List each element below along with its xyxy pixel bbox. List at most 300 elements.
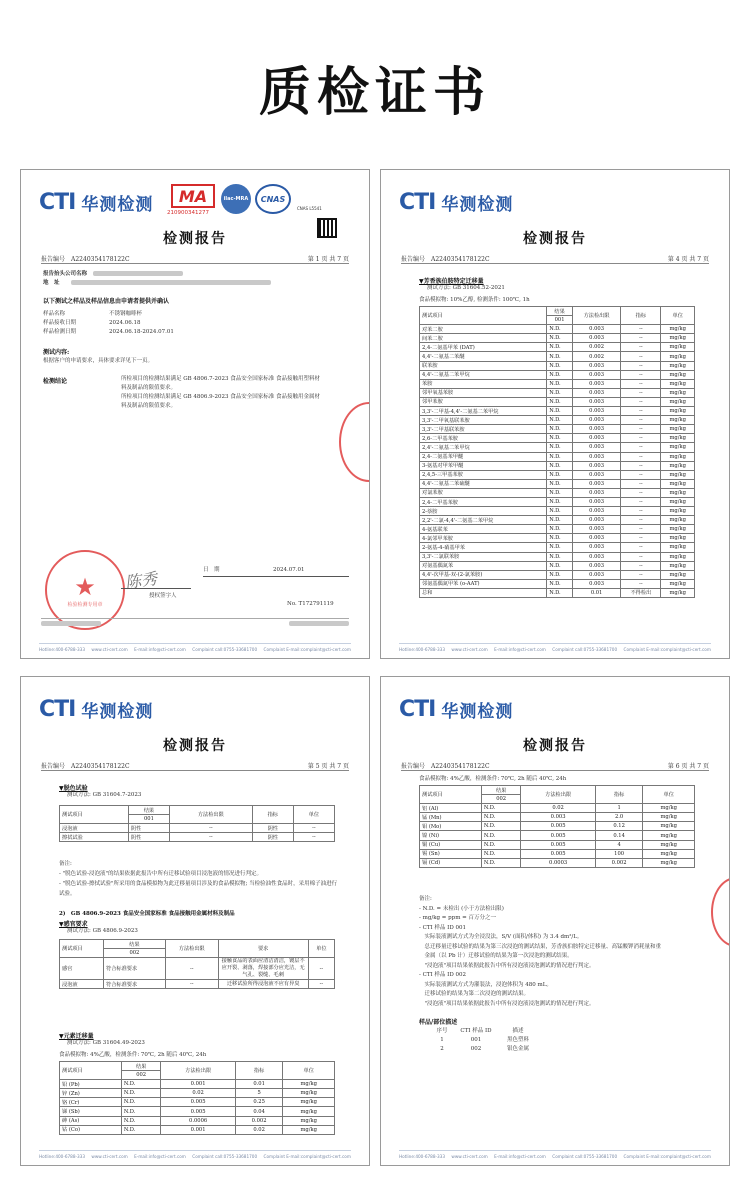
table-header-cell: 结果 <box>128 806 169 815</box>
table-cell: N.D. <box>481 849 521 858</box>
table-header-cell: 测试项目 <box>60 806 129 824</box>
table-cell: 0.005 <box>521 840 595 849</box>
table-cell: N.D. <box>121 1080 161 1089</box>
table-cell: 3,3'-二甲基联苯胺 <box>420 425 547 434</box>
cti-logo-text: CTI <box>39 189 76 215</box>
table-cell: 4-氯邻甲苯胺 <box>420 534 547 543</box>
table-cell: -- <box>621 407 661 416</box>
table-cell: 2.0 <box>595 813 643 822</box>
table-cell: 对氨基偶氮苯 <box>420 561 547 570</box>
report-page-6 <box>380 676 730 1166</box>
table-header-cell: 单位 <box>661 307 695 325</box>
table-cell: 0.005 <box>161 1107 235 1116</box>
table-cell: 0.003 <box>572 416 620 425</box>
results-table <box>419 785 695 868</box>
table-cell: 3-氨基对甲苯甲醚 <box>420 461 547 470</box>
table-cell: 符合标准要求 <box>104 958 166 980</box>
sample-desc-table <box>425 1027 545 1054</box>
cma-number: 210900341277 <box>167 210 209 216</box>
table-row <box>420 579 695 588</box>
table-row <box>420 434 695 443</box>
table-header-cell: 结果 <box>104 940 166 949</box>
table-cell: mg/kg <box>283 1116 335 1125</box>
table-cell: -- <box>621 561 661 570</box>
table-cell: 铜 (Cu) <box>420 840 482 849</box>
table-row <box>420 461 695 470</box>
note-line: - CTI 样品 ID 001 <box>419 924 466 931</box>
table-cell: 0.003 <box>572 497 620 506</box>
table-row <box>420 470 695 479</box>
notes-block: 备注: - N.D. = 未检出 (小于方法检出限) - mg/kg = ppm = 百万分之一 - CTI 样品 ID 001 实际装液测试方式为全浸没法，S/V (面积/体积) 为 3.4 dm²/L。 总迁移量迁移试验的结果为第三次浸泡的测试结果，芳香族伯胺特定迁移量、高锰酸钾消耗量和重 金属（以 Pb 计）迁移试验的结果为第一次浸泡的测试结果。 "浸泡液"项目结果依据此报告中所有浸泡液浸泡测试的情况进行判定。 - CTI 样品 ID 002 实际装液测试方式为灌装法，浸泡体积为 480 mL。 迁移试验的结果为第二次浸泡的测试结果。 "浸泡液"项目结果依据此报告中所有浸泡液浸泡测试的情况进行判定。 <box>419 895 705 1009</box>
cti-logo <box>399 190 513 214</box>
table-cell: 0.003 <box>521 813 595 822</box>
table-cell: mg/kg <box>643 849 695 858</box>
table-cell: -- <box>621 361 661 370</box>
table-cell: 0.003 <box>572 361 620 370</box>
table-cell: N.D. <box>547 516 573 525</box>
cma-logo: MA <box>171 184 215 208</box>
conclusion-label: 检测结论 <box>43 378 68 385</box>
table-cell: 0.003 <box>572 570 620 579</box>
table-cell: 4-氨基联苯 <box>420 525 547 534</box>
table-cell: N.D. <box>547 570 573 579</box>
signer-title: 授权签字人 <box>149 593 177 599</box>
table-cell: N.D. <box>547 425 573 434</box>
sample-info: 样品名称 不锈钢咖啡杯 样品接收日期 2024.06.18 样品检测日期 2024.06.18-2024.07.01 <box>43 311 174 335</box>
table-row <box>420 561 695 570</box>
table-cell: N.D. <box>547 443 573 452</box>
table-cell: -- <box>621 507 661 516</box>
decolor-method: 测试方法: GB 31604.7-2023 <box>67 792 142 798</box>
note-line: - mg/kg = ppm = 百万分之一 <box>419 915 497 921</box>
table-row <box>420 831 695 840</box>
table-cell: 接触食品的表面应清洁清洁，镀层不应开裂、剥落，焊接部分应光洁，无气孔、裂缝、毛刺 <box>218 958 308 980</box>
table-cell: N.D. <box>547 397 573 406</box>
seal-star-icon: ★ <box>74 572 96 601</box>
table-cell: 0.003 <box>572 334 620 343</box>
table-cell: -- <box>293 824 334 833</box>
table-cell: N.D. <box>547 470 573 479</box>
table-cell: 邻甲氧基苯胺 <box>420 388 547 397</box>
table-row <box>420 543 695 552</box>
table-cell: 不得检出 <box>621 588 661 597</box>
table-cell: mg/kg <box>661 543 695 552</box>
table-row <box>420 507 695 516</box>
table-cell: 邻氨基偶氮甲苯 (o-AAT) <box>420 579 547 588</box>
table-cell: mg/kg <box>643 804 695 813</box>
table-cell: 0.003 <box>572 525 620 534</box>
table-cell: 4,4'-二氨基二苯甲烷 <box>420 370 547 379</box>
table-cell: -- <box>621 552 661 561</box>
table-header-cell: 单位 <box>293 806 334 824</box>
table-cell: N.D. <box>547 488 573 497</box>
sample-id-cell: 001 <box>128 815 169 824</box>
table-cell: 对氯苯胺 <box>420 488 547 497</box>
table-cell: -- <box>621 397 661 406</box>
table-cell: 4,4'-二氨基二苯醚 <box>420 352 547 361</box>
table-cell: 3,3'-二甲基-4,4'-二氨基二苯甲烷 <box>420 407 547 416</box>
table-cell: 锰 (Mn) <box>420 813 482 822</box>
element-table <box>59 1061 335 1135</box>
table-cell: N.D. <box>121 1116 161 1125</box>
table-cell: mg/kg <box>661 561 695 570</box>
table-cell: mg/kg <box>661 434 695 443</box>
table-cell: 钼 (Mo) <box>420 822 482 831</box>
table-header-cell: 要求 <box>218 940 308 958</box>
table-cell: 0.005 <box>521 849 595 858</box>
table-row <box>420 552 695 561</box>
table-cell: mg/kg <box>661 534 695 543</box>
table-cell: 3,3'-二氯联苯胺 <box>420 552 547 561</box>
table-row <box>420 822 695 831</box>
sample-cell: 银色金属 <box>506 1046 529 1052</box>
table-cell: 联苯胺 <box>420 361 547 370</box>
table-cell: 阴性 <box>252 824 293 833</box>
table-cell: N.D. <box>547 379 573 388</box>
table-row <box>420 361 695 370</box>
note-line: 迁移试验的结果为第二次浸泡的测试结果。 <box>419 991 530 997</box>
table-cell: 0.003 <box>572 488 620 497</box>
table-cell: 4,4'-二氨基二苯硫醚 <box>420 479 547 488</box>
element-title: ▼元素迁移量 <box>59 1033 94 1040</box>
table-cell: 2,4,5-三甲基苯胺 <box>420 470 547 479</box>
table-cell: 2,4'-二氨基二苯甲烷 <box>420 443 547 452</box>
table-cell: 0.005 <box>521 831 595 840</box>
table-cell: mg/kg <box>283 1098 335 1107</box>
note-line: 实际装液测试方式为全浸没法，S/V (面积/体积) 为 3.4 dm²/L。 <box>419 934 583 940</box>
table-cell: N.D. <box>547 388 573 397</box>
sample-cell: 002 <box>470 1046 482 1052</box>
table-row <box>420 516 695 525</box>
table-cell: N.D. <box>547 452 573 461</box>
cti-logo-text: CTI <box>39 696 76 722</box>
table-cell: N.D. <box>547 434 573 443</box>
table-cell: 感官 <box>60 958 104 980</box>
table-cell: mg/kg <box>661 388 695 397</box>
report-title: 检测报告 <box>523 738 587 754</box>
table-cell: N.D. <box>481 858 521 867</box>
table-cell: mg/kg <box>661 361 695 370</box>
date-label: 日 期 <box>203 567 220 573</box>
cnas-logo: CNAS <box>255 184 291 214</box>
cti-logo <box>399 697 513 721</box>
table-cell: N.D. <box>547 552 573 561</box>
table-cell: -- <box>621 579 661 588</box>
table-cell: 迁移试验所得浸泡液不应有异臭 <box>218 980 308 989</box>
table-cell: 锑 (Sb) <box>60 1107 122 1116</box>
table-cell: -- <box>621 525 661 534</box>
table-cell: mg/kg <box>661 461 695 470</box>
table-cell: 0.003 <box>572 561 620 570</box>
table-cell: mg/kg <box>661 334 695 343</box>
table-cell: 2-萘胺 <box>420 507 547 516</box>
table-cell: 阴性 <box>128 824 169 833</box>
table-header-cell: 测试项目 <box>420 786 482 804</box>
table-row <box>60 1125 335 1134</box>
table-cell: N.D. <box>547 588 573 597</box>
table-cell: mg/kg <box>661 397 695 406</box>
cti-logo-cn: 华测检测 <box>441 194 514 215</box>
table-cell: 0.002 <box>572 343 620 352</box>
report-date: 2024.07.01 <box>273 567 305 573</box>
cti-logo-cn: 华测检测 <box>81 701 154 722</box>
results-table <box>419 306 695 598</box>
date-underline <box>203 576 349 577</box>
table-row <box>420 858 695 867</box>
table-cell: 浸泡液 <box>60 824 129 833</box>
table-cell: 0.003 <box>572 516 620 525</box>
side-stamp <box>711 877 730 947</box>
table-cell: 邻甲苯胺 <box>420 397 547 406</box>
table-cell: N.D. <box>547 507 573 516</box>
table-row <box>420 849 695 858</box>
table-cell: N.D. <box>547 370 573 379</box>
table-cell: 100 <box>595 849 643 858</box>
cti-logo-text: CTI <box>399 189 436 215</box>
table-cell: 4 <box>595 840 643 849</box>
ilac-mra-logo: ilac-MRA <box>221 184 251 214</box>
table-cell: mg/kg <box>283 1080 335 1089</box>
table-row <box>60 1116 335 1125</box>
table-cell: 0.003 <box>572 407 620 416</box>
table-header-cell: 结果 <box>121 1062 161 1071</box>
table-cell: -- <box>621 352 661 361</box>
report-page-4 <box>380 169 730 659</box>
table-cell: 2,4-二甲基苯胺 <box>420 497 547 506</box>
sample-cell: 序号 <box>436 1028 448 1034</box>
table-header-cell: 方法检出限 <box>165 940 218 958</box>
table-cell: N.D. <box>121 1089 161 1098</box>
cti-logo-text: CTI <box>399 696 436 722</box>
table-cell: N.D. <box>547 407 573 416</box>
table-cell: 锌 (Zn) <box>60 1089 122 1098</box>
table-cell: -- <box>621 334 661 343</box>
table-row <box>60 1098 335 1107</box>
table-header-cell: 单位 <box>283 1062 335 1080</box>
table-cell: 0.001 <box>161 1080 235 1089</box>
sample-cell: 2 <box>440 1046 444 1052</box>
table-cell: -- <box>308 980 334 989</box>
table-cell: -- <box>621 479 661 488</box>
table-row <box>420 397 695 406</box>
table-cell: 0.25 <box>235 1098 283 1107</box>
table-cell: N.D. <box>547 343 573 352</box>
table-row <box>60 1089 335 1098</box>
table-cell: N.D. <box>547 479 573 488</box>
table-cell: -- <box>621 379 661 388</box>
table-cell: mg/kg <box>661 570 695 579</box>
page-footer: Hotline:400-6788-333 www.cti-cert.com E-mail:info@cti-cert.com Complaint call:0755-33681700 Complaint E-mail:complaint@cti-cert.com <box>399 1150 711 1159</box>
table-cell: N.D. <box>547 325 573 334</box>
table-cell: N.D. <box>547 579 573 588</box>
table-cell: -- <box>621 388 661 397</box>
table-cell: 总和 <box>420 588 547 597</box>
table-cell: mg/kg <box>661 488 695 497</box>
table-cell: 0.14 <box>595 831 643 840</box>
table-cell: N.D. <box>547 461 573 470</box>
table-cell: 0.0003 <box>521 858 595 867</box>
table-cell: 5 <box>235 1089 283 1098</box>
table-cell: 0.12 <box>595 822 643 831</box>
table-header-cell: 测试项目 <box>420 307 547 325</box>
table-row <box>420 334 695 343</box>
table-cell: 0.003 <box>572 434 620 443</box>
table-row <box>420 804 695 813</box>
page-footer: Hotline:400-6788-333 www.cti-cert.com E-mail:info@cti-cert.com Complaint call:0755-33681700 Complaint E-mail:complaint@cti-cert.com <box>399 643 711 652</box>
note-line: - N.D. = 未检出 (小于方法检出限) <box>419 905 504 912</box>
table-cell: -- <box>621 452 661 461</box>
table-cell: mg/kg <box>643 831 695 840</box>
cti-logo-cn: 华测检测 <box>441 701 514 722</box>
report-page-5 <box>20 676 370 1166</box>
table-header-cell: 测试项目 <box>60 940 104 958</box>
report-meta: 报告编号 A2240354178122C 第 6 页 共 7 页 <box>401 763 709 770</box>
table-cell: 阴性 <box>252 833 293 842</box>
table-row <box>420 534 695 543</box>
table-header-cell: 方法检出限 <box>161 1062 235 1080</box>
table-cell: 0.01 <box>235 1080 283 1089</box>
table-cell: 钴 (Co) <box>60 1125 122 1134</box>
table-cell: mg/kg <box>661 352 695 361</box>
note-line: 总迁移量迁移试验的结果为第三次浸泡的测试结果，芳香族伯胺特定迁移量、高锰酸钾消耗量和重 <box>419 943 662 950</box>
table-cell: 0.02 <box>521 804 595 813</box>
table-cell: 0.003 <box>572 461 620 470</box>
table-row <box>420 416 695 425</box>
table-cell: 0.003 <box>572 325 620 334</box>
table-cell: 0.003 <box>572 452 620 461</box>
table-cell: 0.003 <box>572 543 620 552</box>
table-row <box>60 980 335 989</box>
table-header-cell: 测试项目 <box>60 1062 122 1080</box>
table-cell: mg/kg <box>661 525 695 534</box>
table-cell: -- <box>621 534 661 543</box>
page-title: 质检证书 <box>258 63 491 123</box>
table-cell: mg/kg <box>283 1107 335 1116</box>
table-cell: 间苯二胺 <box>420 334 547 343</box>
table-cell: 0.003 <box>572 370 620 379</box>
table-header-cell: 方法检出限 <box>169 806 252 824</box>
table-cell: N.D. <box>481 822 521 831</box>
table-cell: mg/kg <box>661 416 695 425</box>
signature: 陈秀 <box>123 568 159 593</box>
table-cell: N.D. <box>481 840 521 849</box>
table-row <box>420 343 695 352</box>
table-cell: mg/kg <box>661 425 695 434</box>
section-title: ▼芳香族伯胺特定迁移量 <box>419 278 484 285</box>
sensory-title: ▼感官要求 <box>59 921 88 928</box>
table-row <box>420 452 695 461</box>
table-cell: N.D. <box>547 334 573 343</box>
table-cell: mg/kg <box>661 407 695 416</box>
table-header-cell: 指标 <box>621 307 661 325</box>
table-header-cell: 方法检出限 <box>572 307 620 325</box>
table-cell: 0.003 <box>572 507 620 516</box>
table-cell: 1 <box>595 804 643 813</box>
report-page-1 <box>20 169 370 659</box>
table-cell: -- <box>308 958 334 980</box>
table-cell: -- <box>621 470 661 479</box>
table-cell: N.D. <box>547 543 573 552</box>
note-line: 金属（以 Pb 计）迁移试验的结果为第一次浸泡的测试结果。 <box>419 953 573 959</box>
table-cell: N.D. <box>547 561 573 570</box>
report-title: 检测报告 <box>163 738 227 754</box>
note-line: 实际装液测试方式为灌装法，浸泡体积为 480 mL。 <box>419 981 552 988</box>
decolor-notes: 备注: - "脱色试验-浸泡液"的结果依据此报告中所有迁移试验项目浸泡液的情况进行判定。 - "脱色试验-擦拭试验"所采用的食品模拟物为此迁移量项目涉及的食品模拟物; 当检验油性食品时，采用棉子油进行试验。 <box>59 861 338 897</box>
signature-underline <box>121 588 191 589</box>
table-cell: mg/kg <box>643 840 695 849</box>
table-cell: N.D. <box>481 831 521 840</box>
table-cell: -- <box>621 325 661 334</box>
table-cell: 0.005 <box>521 822 595 831</box>
address-blurred <box>41 618 349 626</box>
table-cell: -- <box>621 443 661 452</box>
table-cell: -- <box>621 343 661 352</box>
table-cell: -- <box>169 833 252 842</box>
table-cell: -- <box>621 461 661 470</box>
table-row <box>420 325 695 334</box>
note-head: 以下测试之样品及样品信息由申请者提供并确认 <box>43 298 170 305</box>
table-row <box>420 379 695 388</box>
serial-number: No. T172791119 <box>287 601 334 607</box>
sample-id-cell: 002 <box>104 949 166 958</box>
table-cell: 阴性 <box>128 833 169 842</box>
table-cell: mg/kg <box>661 579 695 588</box>
table-cell: -- <box>621 570 661 579</box>
table-row <box>420 840 695 849</box>
table-row <box>420 497 695 506</box>
table-row <box>420 443 695 452</box>
table-cell: -- <box>169 824 252 833</box>
test-condition: 食品模拟物: 10%乙醇, 检测条件: 100℃, 1h <box>419 297 530 303</box>
table-cell: 0.02 <box>235 1125 283 1134</box>
sample-cell: 001 <box>470 1037 482 1043</box>
table-cell: N.D. <box>481 813 521 822</box>
conclusion-text: 所检项目的检测结果满足 GB 4806.7-2023 食品安全国家标准 食品接触用塑料材料及制品的限值要求。 所检项目的检测结果满足 GB 4806.9-2023 食品安全国家标准 食品接触用金属材料及制品的限值要求。 <box>121 376 321 409</box>
table-cell: N.D. <box>547 352 573 361</box>
table-cell: mg/kg <box>661 370 695 379</box>
table-row <box>420 488 695 497</box>
table-row <box>60 833 335 842</box>
table-header-cell: 结果 <box>481 786 521 795</box>
table-row <box>420 479 695 488</box>
sample-cell: 1 <box>440 1037 444 1043</box>
table-cell: mg/kg <box>661 470 695 479</box>
sample-id-cell: 001 <box>547 316 573 325</box>
table-cell: -- <box>621 488 661 497</box>
side-stamp <box>339 402 370 482</box>
table-cell: N.D. <box>121 1107 161 1116</box>
table-cell: 0.01 <box>572 588 620 597</box>
section-title-decolor: ▼脱色试验 <box>59 785 88 792</box>
table-cell: mg/kg <box>661 552 695 561</box>
table-row <box>420 570 695 579</box>
table-row <box>60 1080 335 1089</box>
cti-logo <box>39 697 153 721</box>
table-cell: 0.003 <box>572 388 620 397</box>
cnas-number: CNAS L5541 <box>297 206 322 211</box>
table-cell: 镍 (Ni) <box>420 831 482 840</box>
sample-row <box>425 1027 545 1036</box>
table-cell: 铝 (Al) <box>420 804 482 813</box>
table-cell: 0.003 <box>572 379 620 388</box>
table-cell: 0.002 <box>235 1116 283 1125</box>
table-cell: 苯胺 <box>420 379 547 388</box>
table-cell: mg/kg <box>661 588 695 597</box>
table-cell: N.D. <box>481 804 521 813</box>
test-request: 测试内容: 根据客户的申请要求，具体要求详见下一页。 <box>43 349 154 364</box>
report-meta: 报告编号 A2240354178122C 第 5 页 共 7 页 <box>41 763 349 770</box>
table-header-cell: 单位 <box>308 940 334 958</box>
